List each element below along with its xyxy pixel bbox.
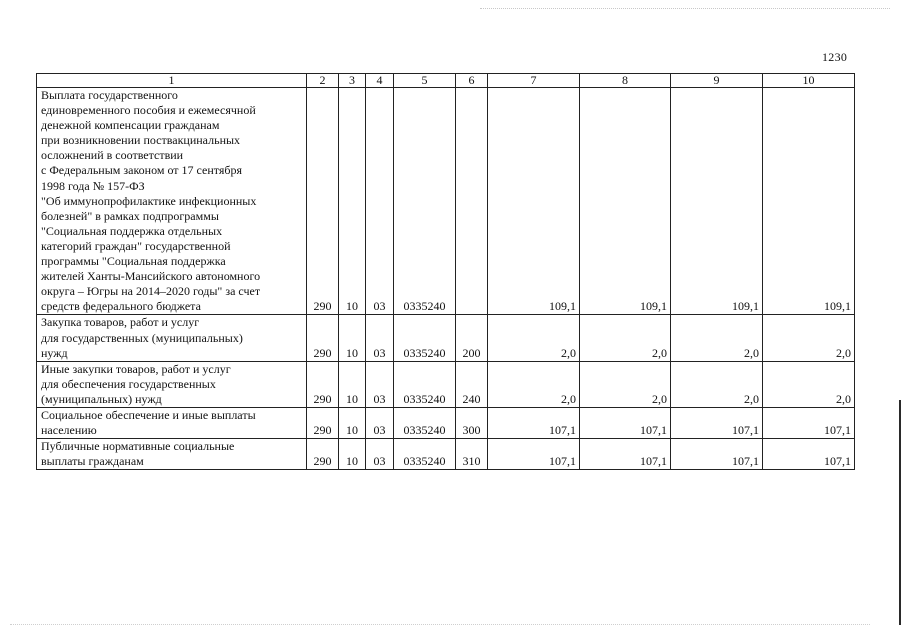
cell-col5: 0335240 — [394, 315, 456, 361]
column-header: 3 — [339, 74, 366, 88]
cell-col9: 107,1 — [671, 407, 763, 438]
row-description: Выплата государственного единовременного пособия и ежемесячной денежной компенсации гражданам при возникновении поствакцинальных осложнений в соответствии с Федеральным законом от 17 сентября 1998 года № 157-ФЗ "Об иммунопрофилактике инфекционных болезней" в рамках подпрограммы "Социальная поддержка отдельных категорий граждан" государственной программы "Социальная поддержка жителей Ханты-Мансийского автономного округа – Югры на 2014–2020 годы" за счет средств федерального бюджета — [37, 88, 307, 315]
cell-col10: 2,0 — [763, 315, 855, 361]
cell-col6: 200 — [456, 315, 488, 361]
cell-col7: 107,1 — [488, 439, 580, 470]
cell-col3: 10 — [339, 315, 366, 361]
cell-col8: 109,1 — [580, 88, 671, 315]
cell-col7: 2,0 — [488, 315, 580, 361]
table-row — [37, 361, 855, 407]
table-row — [37, 407, 855, 438]
table-row — [37, 439, 855, 470]
column-header: 8 — [580, 74, 671, 88]
page-number: 1230 — [822, 50, 848, 64]
column-header: 4 — [366, 74, 394, 88]
column-header: 9 — [671, 74, 763, 88]
cell-col7: 109,1 — [488, 88, 580, 315]
row-description: Иные закупки товаров, работ и услуг для обеспечения государственных (муниципальных) нужд — [37, 361, 307, 407]
row-description: Закупка товаров, работ и услуг для государственных (муниципальных) нужд — [37, 315, 307, 361]
cell-col6: 300 — [456, 407, 488, 438]
row-description: Публичные нормативные социальные выплаты гражданам — [37, 439, 307, 470]
cell-col2: 290 — [307, 361, 339, 407]
column-header: 6 — [456, 74, 488, 88]
cell-col8: 2,0 — [580, 361, 671, 407]
column-header: 1 — [37, 74, 307, 88]
cell-col5: 0335240 — [394, 407, 456, 438]
cell-col8: 107,1 — [580, 407, 671, 438]
cell-col8: 2,0 — [580, 315, 671, 361]
cell-col6: 240 — [456, 361, 488, 407]
scan-noise-top — [480, 8, 890, 9]
cell-col10: 107,1 — [763, 439, 855, 470]
budget-table — [36, 73, 855, 470]
cell-col2: 290 — [307, 439, 339, 470]
table-row — [37, 88, 855, 315]
table-row — [37, 315, 855, 361]
column-header: 5 — [394, 74, 456, 88]
cell-col9: 107,1 — [671, 439, 763, 470]
cell-col4: 03 — [366, 88, 394, 315]
cell-col10: 2,0 — [763, 361, 855, 407]
column-header: 2 — [307, 74, 339, 88]
cell-col8: 107,1 — [580, 439, 671, 470]
cell-col5: 0335240 — [394, 439, 456, 470]
cell-col3: 10 — [339, 361, 366, 407]
cell-col2: 290 — [307, 315, 339, 361]
cell-col3: 10 — [339, 439, 366, 470]
scan-noise-bottom — [10, 624, 870, 625]
cell-col4: 03 — [366, 315, 394, 361]
cell-col9: 109,1 — [671, 88, 763, 315]
cell-col5: 0335240 — [394, 361, 456, 407]
cell-col4: 03 — [366, 407, 394, 438]
cell-col9: 2,0 — [671, 361, 763, 407]
table-header-row — [37, 74, 855, 88]
cell-col3: 10 — [339, 407, 366, 438]
cell-col6: 310 — [456, 439, 488, 470]
column-header: 10 — [763, 74, 855, 88]
cell-col4: 03 — [366, 361, 394, 407]
cell-col7: 2,0 — [488, 361, 580, 407]
cell-col2: 290 — [307, 88, 339, 315]
cell-col6 — [456, 88, 488, 315]
cell-col10: 109,1 — [763, 88, 855, 315]
cell-col5: 0335240 — [394, 88, 456, 315]
scan-edge-right — [899, 400, 901, 625]
cell-col7: 107,1 — [488, 407, 580, 438]
cell-col10: 107,1 — [763, 407, 855, 438]
cell-col4: 03 — [366, 439, 394, 470]
cell-col2: 290 — [307, 407, 339, 438]
cell-col9: 2,0 — [671, 315, 763, 361]
cell-col3: 10 — [339, 88, 366, 315]
column-header: 7 — [488, 74, 580, 88]
row-description: Социальное обеспечение и иные выплаты населению — [37, 407, 307, 438]
